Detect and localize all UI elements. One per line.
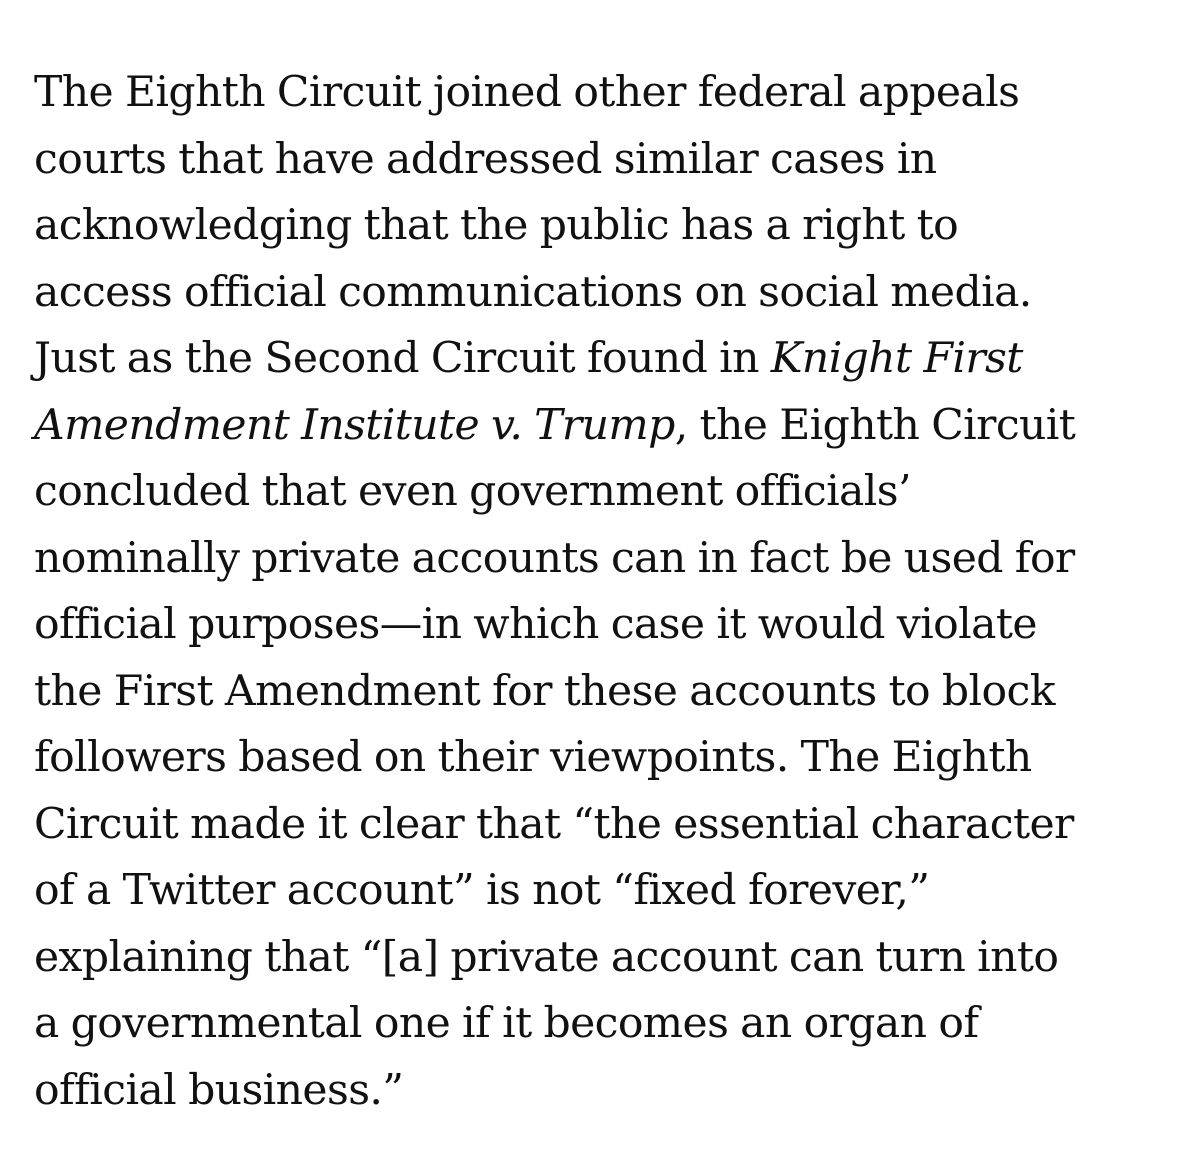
paragraph-line: the First Amendment for these accounts to block [34, 666, 1055, 716]
article-paragraph [34, 60, 1174, 1124]
paragraph-line: acknowledging that the public has a right to [34, 201, 959, 250]
paragraph-line: nominally private accounts can in fact be used for [34, 533, 1075, 583]
paragraph-line [34, 326, 1174, 393]
paragraph-line: concluded that even government officials’ [34, 467, 911, 516]
paragraph-text: , the Eighth Circuit [674, 400, 1076, 450]
paragraph-line: courts that have addressed similar cases in [34, 134, 937, 184]
paragraph-line: access official communications on social media. [34, 267, 1032, 317]
paragraph-line: explaining that “[a] private account can turn into [34, 932, 1059, 982]
article-body [34, 60, 1174, 1124]
paragraph-line: The Eighth Circuit joined other federal appeals [34, 68, 1020, 117]
paragraph-line: official purposes—in which case it would violate [34, 600, 1037, 649]
paragraph-line: Circuit made it clear that “the essential character [34, 799, 1074, 849]
paragraph-line [34, 393, 1174, 460]
paragraph-line: of a Twitter account” is not “fixed forever,” [34, 866, 930, 915]
case-name-italic: Knight First [770, 334, 1023, 383]
case-name-italic: Amendment Institute v. Trump [34, 400, 675, 450]
paragraph-line: official business.” [34, 1065, 404, 1115]
paragraph-line: followers based on their viewpoints. The Eighth [34, 733, 1032, 782]
paragraph-text: Just as the Second Circuit found in [34, 334, 771, 383]
paragraph-line: a governmental one if it becomes an organ of [34, 999, 979, 1048]
